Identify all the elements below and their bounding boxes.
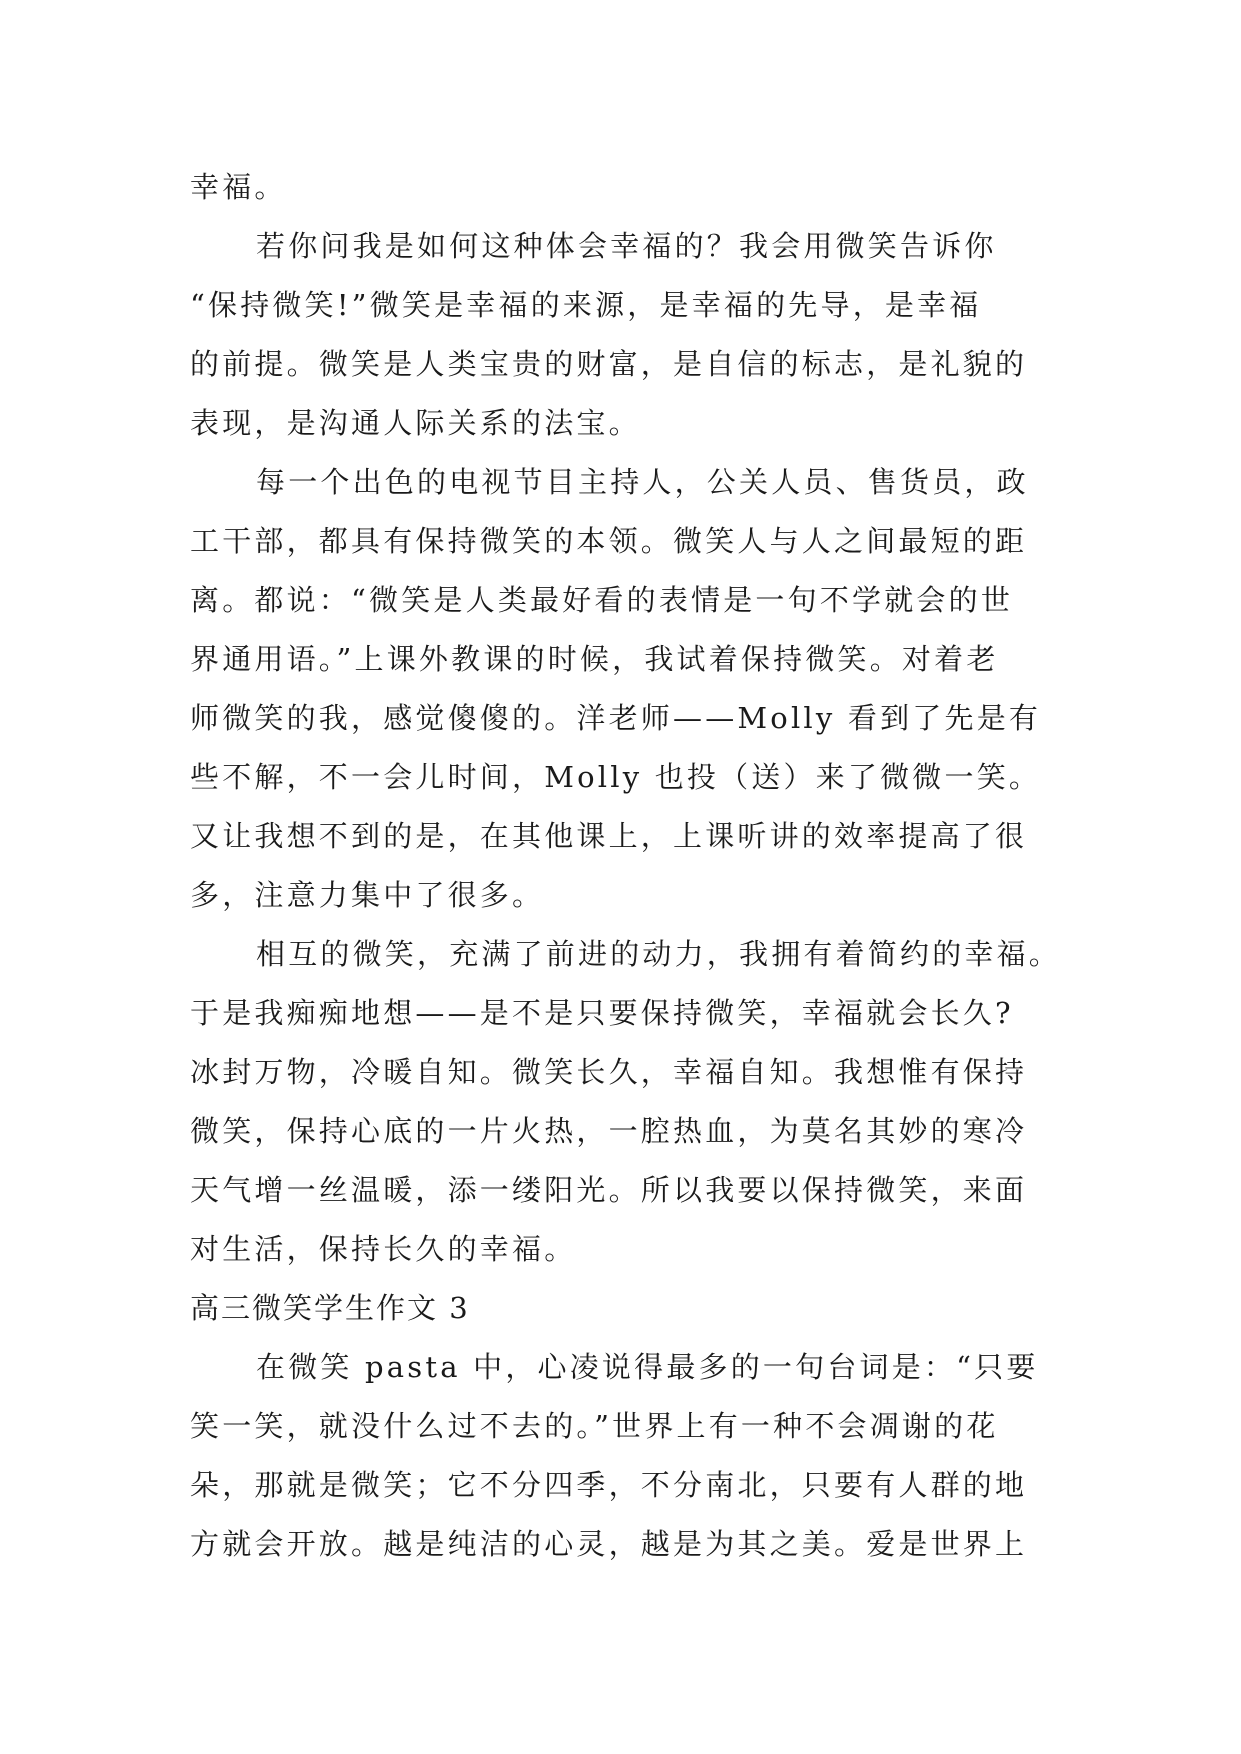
text-line: 幸福。 xyxy=(190,170,287,204)
text-line: 多，注意力集中了很多。 xyxy=(190,878,545,912)
text-line: “保持微笑!”微笑是幸福的来源，是幸福的先导，是幸福 xyxy=(190,288,982,322)
text-line: 对生活，保持长久的幸福。 xyxy=(190,1232,577,1266)
text-line: 于是我痴痴地想——是不是只要保持微笑，幸福就会长久? xyxy=(190,996,1014,1030)
text-line: 方就会开放。越是纯洁的心灵，越是为其之美。爱是世界上 xyxy=(190,1527,1028,1561)
text-line: 离。都说：“微笑是人类最好看的表情是一句不学就会的世 xyxy=(190,583,1014,617)
text-line: 些不解，不一会儿时间，Molly 也投（送）来了微微一笑。 xyxy=(190,760,1042,794)
paragraph-start: 若你问我是如何这种体会幸福的？我会用微笑告诉你 xyxy=(256,229,997,263)
text-line: 朵，那就是微笑；它不分四季，不分南北，只要有人群的地 xyxy=(190,1468,1028,1502)
text-line: 工干部，都具有保持微笑的本领。微笑人与人之间最短的距 xyxy=(190,524,1028,558)
paragraph-start: 每一个出色的电视节目主持人，公关人员、售货员，政 xyxy=(256,465,1029,499)
text-line: 冰封万物，冷暖自知。微笑长久，幸福自知。我想惟有保持 xyxy=(190,1055,1028,1089)
document-body xyxy=(190,158,1060,1574)
text-line: 的前提。微笑是人类宝贵的财富，是自信的标志，是礼貌的 xyxy=(190,347,1028,381)
text-line: 界通用语。”上课外教课的时候，我试着保持微笑。对着老 xyxy=(190,642,999,676)
paragraph-start: 相互的微笑，充满了前进的动力，我拥有着简约的幸福。 xyxy=(256,937,1062,971)
text-line: 微笑，保持心底的一片火热，一腔热血，为莫名其妙的寒冷 xyxy=(190,1114,1028,1148)
text-line: 表现，是沟通人际关系的法宝。 xyxy=(190,406,641,440)
text-line: 天气增一丝温暖，添一缕阳光。所以我要以保持微笑，来面 xyxy=(190,1173,1028,1207)
text-line: 师微笑的我，感觉傻傻的。洋老师——Molly 看到了先是有 xyxy=(190,701,1042,735)
section-heading: 高三微笑学生作文 3 xyxy=(190,1291,470,1325)
paragraph-start: 在微笑 pasta 中，心凌说得最多的一句台词是：“只要 xyxy=(256,1350,1039,1384)
text-line: 笑一笑，就没什么过不去的。”世界上有一种不会凋谢的花 xyxy=(190,1409,999,1443)
text-line: 又让我想不到的是，在其他课上，上课听讲的效率提高了很 xyxy=(190,819,1028,853)
